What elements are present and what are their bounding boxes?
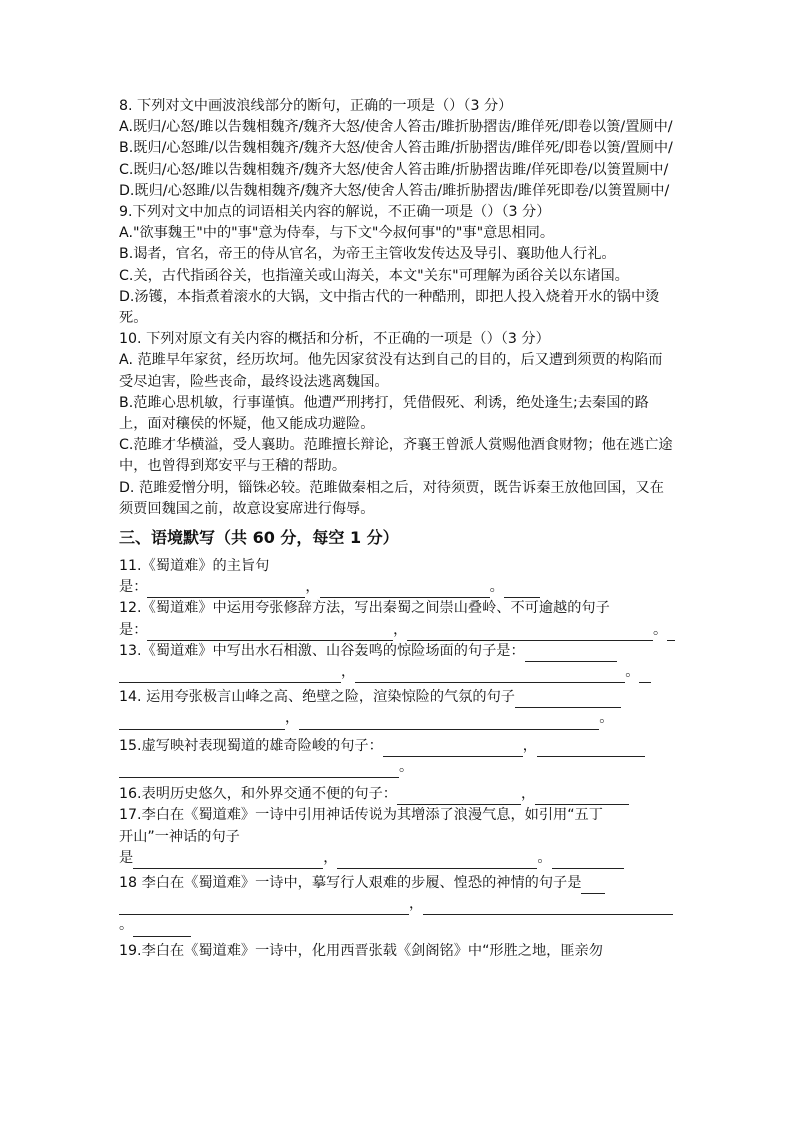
q8-option-c: C.既归/心怒/雎以告魏相魏齐/魏齐大怒/使舍人笞击雎/折胁摺齿雎/佯死即卷/以箦置厕中/ <box>119 161 669 178</box>
q14-blank-2[interactable] <box>119 715 285 730</box>
q13-prompt-row <box>119 641 675 662</box>
q16-prompt-row <box>119 784 675 805</box>
q9-stem: 9.下列对文中加点的词语相关内容的解说，不正确一项是（）（3 分） <box>119 204 551 221</box>
q11-blank-1[interactable] <box>147 583 305 598</box>
q17-comma: ， <box>323 849 338 866</box>
q13-prompt: 13.《蜀道难》中写出水石相激、山谷轰鸣的惊险场面的句子是： <box>119 642 525 659</box>
q9-option-d: D.汤镬，本指煮着滚水的大锅，文中指古代的一种酷刑，即把人投入烧着开水的锅中烫死。 <box>119 288 660 327</box>
q15-prompt: 15.虚写映衬表现蜀道的雄奇险峻的句子： <box>119 737 383 754</box>
q16-blank-2[interactable] <box>535 790 629 805</box>
q14-blank-1[interactable] <box>515 693 621 708</box>
q10-option-c: C.范雎才华横溢，受人襄助。范雎擅长辩论，齐襄王曾派人赏赐他酒食财物；他在逃亡途中，也曾得到郑安平与王稽的帮助。 <box>119 437 673 475</box>
q18-blank-3[interactable] <box>423 900 673 915</box>
q8-option-b: B.既归/心怒雎/以告魏相魏齐/魏齐大怒/使舍人笞击雎/折胁摺齿/雎佯死/即卷以箦/置厕中/ <box>119 140 673 157</box>
q15-period: 。 <box>399 758 414 775</box>
q12-blank-2[interactable] <box>407 626 653 641</box>
q14-prompt: 14. 运用夸张极言山峰之高、绝壁之险，渲染惊险的气氛的句子 <box>119 689 515 706</box>
q19-prompt: 19.李白在《蜀道难》一诗中，化用西晋张载《剑阁铭》中“形胜之地，匪亲勿 <box>119 942 603 959</box>
q12-blank-1[interactable] <box>147 626 393 641</box>
q12-period: 。 <box>652 621 668 638</box>
q18-answer-row <box>119 894 675 915</box>
q8-option-a: A.既归/心怒/雎以告魏相魏齐/魏齐大怒/使舍人笞击/雎折胁摺齿/雎佯死/即卷以箦/置厕中/ <box>119 119 673 136</box>
q11-period: 。 <box>489 579 504 596</box>
q12-comma: ， <box>393 621 408 638</box>
q14-blank-3[interactable] <box>299 715 599 730</box>
q14-comma: ， <box>285 710 300 727</box>
section-3-title: 三、语境默写（共 60 分，每空 1 分） <box>119 528 399 548</box>
q17-period: 。 <box>537 849 552 866</box>
q17-blank-1[interactable] <box>133 854 323 869</box>
q12-prompt: 12.《蜀道难》中运用夸张修辞方法，写出秦蜀之间崇山叠岭、不可逾越的句子 <box>119 600 610 617</box>
q13-blank-1[interactable] <box>525 647 617 662</box>
q18-prompt-row <box>119 873 675 894</box>
q18-answer-row-2 <box>119 915 675 936</box>
q10-option-d: D. 范雎爱憎分明，锱铢必较。范雎做秦相之后，对待须贾，既告诉秦王放他回国，又在须贾回魏国之前，故意设宴席进行侮辱。 <box>119 479 664 517</box>
exam-page <box>119 96 675 962</box>
q9-option-c: C.关，古代指函谷关，也指潼关或山海关，本文"关东"可理解为函谷关以东诸国。 <box>119 267 629 284</box>
q15-blank-2[interactable] <box>537 742 645 757</box>
q13-blank-tail <box>639 668 651 683</box>
q17-prompt: 17.李白在《蜀道难》一诗中引用神话传说为其增添了浪漫气息，如引用“五丁 <box>119 807 603 824</box>
q9-option-b: B.谒者，官名，帝王的侍从官名，为帝王主管收发传达及导引、襄助他人行礼。 <box>119 246 616 263</box>
q16-comma: ， <box>520 786 536 803</box>
q11-prefix: 是： <box>119 579 148 596</box>
q8-option-d: D.既归/心怒雎/以告魏相魏齐/魏齐大怒/使舍人笞击/雎折胁摺齿/雎佯死即卷/以箦置厕中/ <box>119 182 670 199</box>
q15-comma: ， <box>522 737 537 754</box>
q9-option-a: A."欲事魏王"中的"事"意为侍奉，与下文"今叔何事"的"事"意思相同。 <box>119 225 555 242</box>
q15-blank-1[interactable] <box>383 742 523 757</box>
q16-blank-1[interactable] <box>397 790 521 805</box>
q17-blank-tail <box>552 854 624 869</box>
q12-prefix: 是： <box>119 621 148 638</box>
q18-comma: ， <box>409 896 424 913</box>
q14-period: 。 <box>599 710 614 727</box>
q13-comma: ， <box>341 664 356 681</box>
q11-answer-row <box>119 577 675 598</box>
q15-blank-3[interactable] <box>119 763 399 778</box>
q12-blank-tail <box>667 626 675 641</box>
q18-blank-2[interactable] <box>119 900 409 915</box>
q15-prompt-row <box>119 736 675 757</box>
q10-option-b: B.范雎心思机敏，行事谨慎。他遭严刑拷打，凭借假死、利诱，绝处逢生;去秦国的路上，面对穰侯的怀疑，他又能成功避险。 <box>119 394 649 433</box>
q12-answer-row <box>119 620 675 641</box>
q10-stem: 10. 下列对原文有关内容的概括和分析，不正确的一项是（）（3 分） <box>119 331 550 348</box>
q18-period: 。 <box>119 917 134 934</box>
q13-period: 。 <box>625 664 640 681</box>
q11-blank-2[interactable] <box>320 583 490 598</box>
q17-blank-2[interactable] <box>337 854 537 869</box>
q16-prompt: 16.表明历史悠久，和外界交通不便的句子： <box>119 786 397 803</box>
q13-blank-3[interactable] <box>355 668 625 683</box>
q15-answer-row <box>119 757 675 778</box>
q17-prefix: 是 <box>119 849 134 866</box>
q10-option-a: A. 范雎早年家贫，经历坎坷。他先因家贫没有达到自己的目的，后又遭到须贾的构陷而受尽迫害，险些丧命，最终设法逃离魏国。 <box>119 352 663 390</box>
q14-prompt-row <box>119 687 675 708</box>
q14-answer-row <box>119 708 675 729</box>
q18-blank-tail <box>133 922 191 937</box>
q11-blank-tail <box>504 583 540 598</box>
q8-stem: 8. 下列对文中画波浪线部分的断句，正确的一项是（）（3 分） <box>119 98 513 114</box>
q13-answer-row <box>119 662 675 683</box>
q13-blank-2[interactable] <box>119 668 341 683</box>
q17-prompt-cont: 开山”一神话的句子 <box>119 828 240 845</box>
q17-answer-row <box>119 848 675 869</box>
q11-comma: ， <box>305 579 320 596</box>
q11-prompt: 11.《蜀道难》的主旨句 <box>119 558 270 575</box>
q18-blank-1[interactable] <box>581 879 605 894</box>
q18-prompt: 18 李白在《蜀道难》一诗中，摹写行人艰难的步履、惶恐的神情的句子是 <box>119 874 582 891</box>
